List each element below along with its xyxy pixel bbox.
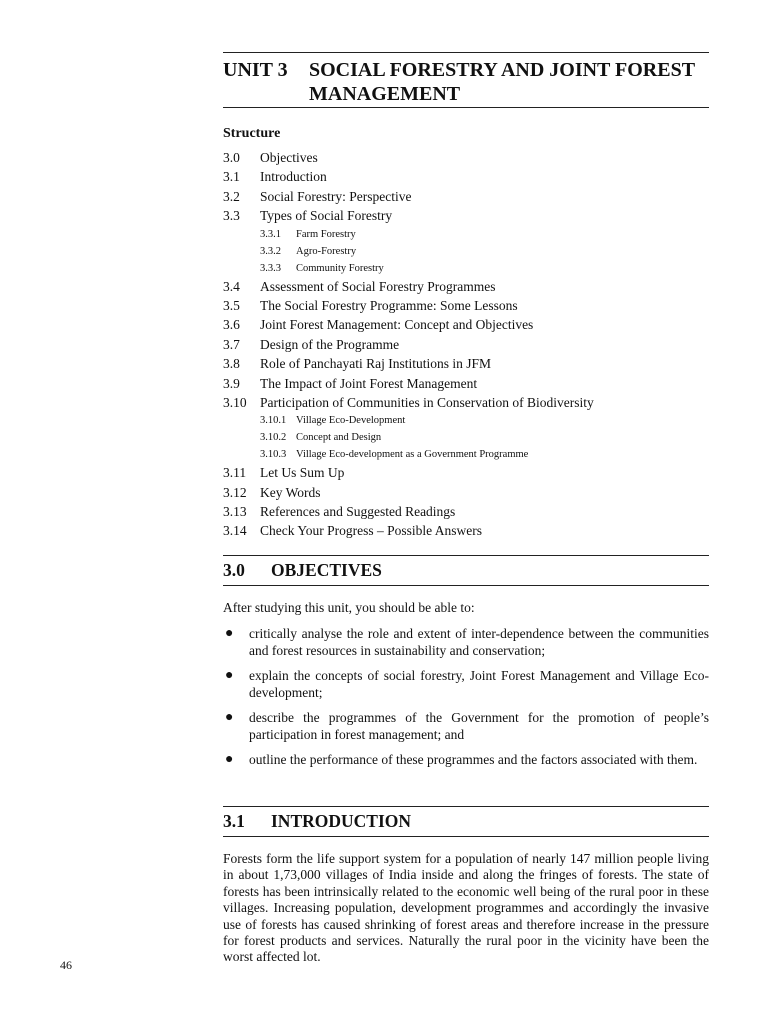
toc-subitem-title: Concept and Design [296,432,382,444]
toc-subitem [223,446,709,463]
objective-bullet [223,710,709,743]
bullet-dot-icon: ● [225,626,234,641]
toc-subitem-number: 3.3.2 [260,245,281,257]
toc-item-title: Objectives [260,150,318,165]
toc-item [223,502,709,521]
toc-item-number: 3.8 [223,356,240,372]
toc-item-title: References and Suggested Readings [260,504,456,520]
objective-text: explain the concepts of social forestry, Joint Forest Management and Village Eco-development; [249,668,709,700]
divider [223,555,709,556]
section-number: 3.1 [223,811,245,831]
toc-item-number: 3.3 [223,208,240,224]
section-title: OBJECTIVES [271,560,382,580]
toc-subitem [223,260,709,277]
objectives-section-heading [223,555,709,586]
toc-item [223,483,709,502]
toc-item-title: Introduction [260,169,327,185]
toc-item-number: 3.14 [223,523,247,539]
toc-subitem-title: Farm Forestry [296,228,356,240]
toc-item [223,393,709,412]
table-of-contents [223,148,709,541]
toc-item-title: Social Forestry: Perspective [260,188,412,204]
bullet-dot-icon: ● [225,668,234,683]
toc-item-title: The Impact of Joint Forest Management [260,375,478,391]
bullet-dot-icon: ● [225,752,234,767]
toc-item [223,463,709,482]
objective-text: describe the programmes of the Government for the promotion of people’s participation in forest management; and [249,710,709,742]
toc-item-number: 3.1 [223,169,240,185]
toc-item-number: 3.4 [223,278,240,294]
toc-subitem [223,412,709,429]
divider [223,806,709,807]
introduction-section-heading [223,806,709,837]
toc-item-number: 3.12 [223,484,247,500]
toc-item [223,148,709,167]
toc-subitem-number: 3.10.1 [260,415,287,427]
objective-bullet [223,626,709,659]
section-number: 3.0 [223,560,245,580]
toc-item [223,374,709,393]
structure-heading: Structure [223,126,281,141]
toc-item-number: 3.11 [223,465,247,481]
unit-number: UNIT 3 [223,59,288,81]
objective-bullet [223,752,709,769]
divider [223,836,709,837]
divider [223,52,709,53]
toc-item-title: Check Your Progress – Possible Answers [260,523,483,539]
toc-subitem-title: Village Eco-development as a Government Programme [296,449,529,461]
toc-item-title: Joint Forest Management: Concept and Objectives [260,317,534,333]
toc-item [223,206,709,225]
toc-item-number: 3.9 [223,375,240,391]
toc-subitem-number: 3.10.2 [260,432,287,444]
bullet-dot-icon: ● [225,710,234,725]
toc-item [223,315,709,334]
toc-item-title: Design of the Programme [260,336,400,352]
section-title: INTRODUCTION [271,811,412,831]
objectives-intro: After studying this unit, you should be able to: [223,600,475,615]
toc-item-title: Let Us Sum Up [260,465,345,481]
toc-subitem-number: 3.10.3 [260,449,287,461]
toc-item-number: 3.2 [223,188,240,204]
toc-item-title: Types of Social Forestry [260,208,393,224]
toc-subitem [223,429,709,446]
objective-bullet [223,668,709,701]
toc-subitem-number: 3.3.3 [260,262,281,274]
toc-item-number: 3.13 [223,504,247,520]
toc-item-title: Key Words [260,484,321,500]
toc-subitem-title: Agro-Forestry [296,245,357,257]
toc-item-title: Participation of Communities in Conservation of Biodiversity [260,394,594,410]
toc-subitem-title: Village Eco-Development [296,415,406,427]
toc-item [223,335,709,354]
toc-item [223,277,709,296]
toc-subitem-title: Community Forestry [296,262,384,274]
toc-item-number: 3.6 [223,317,240,333]
toc-item [223,167,709,186]
toc-subitem [223,226,709,243]
toc-item [223,296,709,315]
divider [223,107,709,108]
toc-item-number: 3.7 [223,336,240,352]
unit-title-text: SOCIAL FORESTRY AND JOINT FOREST MANAGEMENT [309,59,695,105]
toc-item-number: 3.0 [223,150,240,165]
toc-subitem-number: 3.3.1 [260,228,281,240]
toc-item-number: 3.10 [223,394,247,410]
toc-item [223,187,709,206]
toc-item-title: The Social Forestry Programme: Some Lessons [260,297,518,313]
toc-item-number: 3.5 [223,297,240,313]
toc-item [223,521,709,540]
page-number: 46 [60,958,72,972]
objective-text: outline the performance of these programmes and the factors associated with them. [249,752,698,767]
introduction-paragraph: Forests form the life support system for a population of nearly 147 million people living in about 1,73,000 villages of India inside and along the fringes of forests. The state of forests has been intrinsically related to the economic well being of the rural poor in these villages. Increasing population, development programmes and accordingly the invasive use of forests has caused shrinking of forest areas and therefore increase in the pressure for forest products and services. Naturally the rural poor in the vicinity have been the worst affected lot. [223,851,709,965]
toc-item-title: Role of Panchayati Raj Institutions in JFM [260,356,491,372]
toc-subitem [223,243,709,260]
toc-item [223,354,709,373]
objective-text: critically analyse the role and extent of inter-dependence between the communities and forest resources in sustainability and conservation; [249,626,709,658]
objectives-list [223,626,709,778]
toc-item-title: Assessment of Social Forestry Programmes [260,278,496,294]
divider [223,585,709,586]
